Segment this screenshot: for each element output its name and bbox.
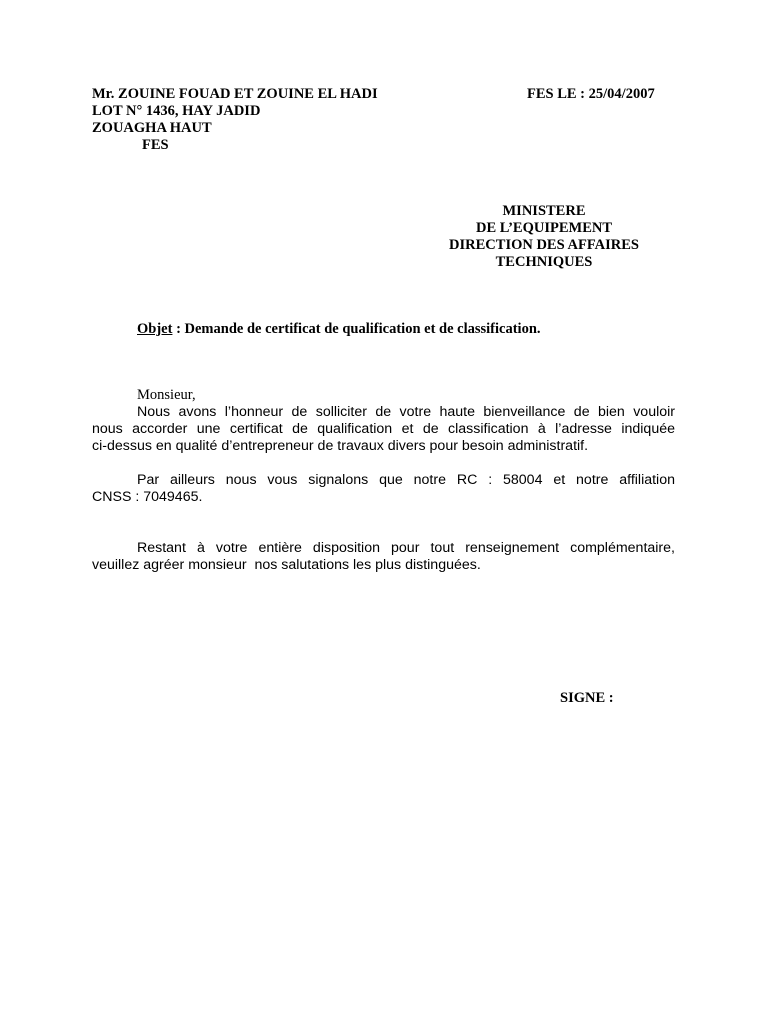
paragraph-line: Restant à votre entière disposition pour tout renseignement complémentaire, — [137, 540, 675, 556]
recipient-block — [430, 203, 658, 271]
salutation: Monsieur, — [137, 387, 196, 403]
paragraph-line: ci-dessus en qualité d’entrepreneur de travaux divers pour besoin administratif. — [92, 438, 589, 454]
subject-label: Objet — [137, 321, 173, 337]
sender-address-line1: LOT N° 1436, HAY JADID — [92, 103, 261, 119]
paragraph-line: Nous avons l’honneur de solliciter de votre haute bienveillance de bien vouloir — [137, 404, 675, 420]
recipient-line1: MINISTERE — [502, 203, 586, 219]
signature-label: SIGNE : — [560, 690, 614, 706]
paragraph-registration — [92, 472, 675, 506]
paragraph-line: veuillez agréer monsieur nos salutations les plus distinguées. — [92, 557, 481, 573]
recipient-line2: DE L’EQUIPEMENT — [475, 220, 613, 236]
paragraph-line: nous accorder une certificat de qualification et de classification à l’adresse indiquée — [92, 421, 675, 437]
sender-name: Mr. ZOUINE FOUAD ET ZOUINE EL HADI — [92, 86, 378, 102]
paragraph-request — [92, 404, 675, 455]
recipient-line3: DIRECTION DES AFFAIRES — [449, 237, 639, 253]
paragraph-closing — [92, 540, 675, 574]
recipient-line4: TECHNIQUES — [495, 254, 593, 270]
sender-city: FES — [142, 137, 169, 153]
date-line: FES LE : 25/04/2007 — [527, 86, 655, 102]
sender-block — [92, 86, 378, 154]
subject-text: : Demande de certificat de qualification et de classification. — [172, 321, 541, 337]
subject-line — [137, 321, 541, 338]
paragraph-line: CNSS : 7049465. — [92, 489, 203, 505]
paragraph-line: Par ailleurs nous vous signalons que notre RC : 58004 et notre affiliation — [137, 472, 675, 488]
sender-address-line2: ZOUAGHA HAUT — [92, 120, 212, 136]
